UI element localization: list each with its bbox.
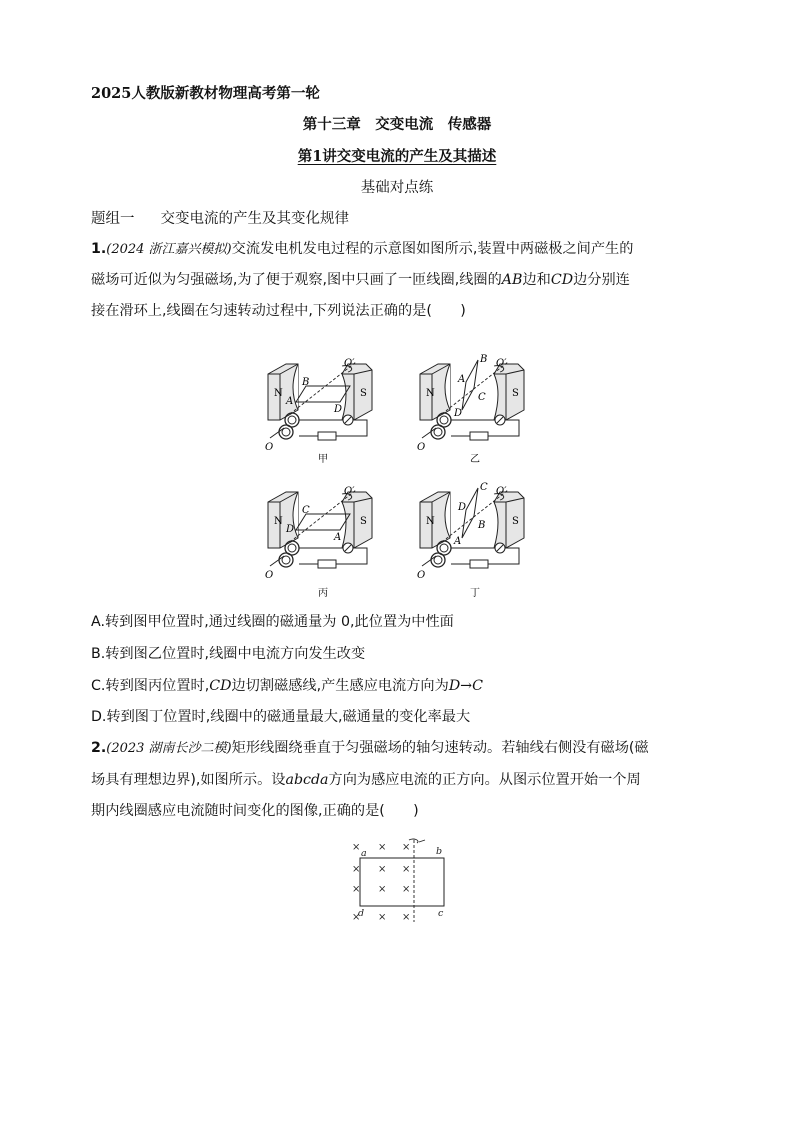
label-n: N (426, 388, 435, 399)
q1-var-cd: CD (550, 272, 574, 288)
caption-jia: 甲 (318, 454, 328, 465)
label-o-prime: O′ (496, 486, 507, 497)
q1-line-2 (91, 269, 630, 289)
label-a: a (361, 848, 367, 859)
label-d: D (286, 524, 295, 535)
label-o-prime: O′ (344, 486, 355, 497)
label-s: S (512, 516, 519, 527)
q1-text-2c: 边分别连 (573, 272, 630, 288)
series-title: 2025人教版新教材物理高考第一轮 (91, 85, 320, 102)
q1-option-c-var: CD (209, 678, 232, 694)
field-mark: × (402, 912, 411, 923)
field-mark: × (402, 884, 411, 895)
field-mark: × (378, 912, 387, 923)
diagram-bing (265, 486, 372, 599)
field-mark: × (378, 864, 387, 875)
q2-number: 2. (91, 740, 107, 756)
field-mark: × (352, 912, 361, 923)
field-mark: × (352, 884, 361, 895)
diagram-jia (265, 358, 372, 465)
q1-option-c-mid: 边切割磁感线,产生感应电流方向为 (231, 678, 449, 694)
caption-yi: 乙 (470, 454, 480, 465)
field-mark: × (378, 842, 387, 853)
label-s: S (512, 388, 519, 399)
q2-line-1 (91, 737, 649, 757)
label-n: N (274, 516, 283, 527)
label-c: c (438, 908, 444, 919)
field-mark: × (402, 842, 411, 853)
q1-option-d: D.转到图丁位置时,线圈中的磁通量最大,磁通量的变化率最大 (91, 709, 471, 725)
q2-text-2b: 方向为感应电流的正方向。从图示位置开始一个周 (328, 772, 641, 788)
label-s: S (360, 516, 367, 527)
q1-text-2: 磁场可近似为匀强磁场,为了便于观察,图中只画了一匝线圈,线圈的 (91, 272, 502, 288)
label-c: C (480, 482, 488, 493)
q1-option-a: A.转到图甲位置时,通过线圈的磁通量为 0,此位置为中性面 (91, 614, 454, 630)
label-d: D (334, 404, 343, 415)
label-o: O (265, 442, 274, 453)
q1-option-c-pre: C.转到图丙位置时, (91, 678, 210, 694)
label-o-prime: O′ (496, 358, 507, 369)
field-mark: × (378, 884, 387, 895)
caption-ding: 丁 (470, 588, 480, 599)
q1-number: 1. (91, 241, 107, 257)
label-a: A (458, 374, 466, 385)
q2-line-3: 期内线圈感应电流随时间变化的图像,正确的是( ) (91, 803, 419, 819)
label-b: B (302, 377, 310, 388)
q2-text-1: 矩形线圈绕垂直于匀强磁场的轴匀速转动。若轴线右侧没有磁场(磁 (231, 740, 649, 756)
label-a: A (454, 536, 462, 547)
field-mark: × (352, 864, 361, 875)
label-o: O (417, 442, 426, 453)
diagram-ding (417, 482, 524, 599)
group-heading (91, 207, 349, 228)
q1-var-ab: AB (501, 272, 523, 288)
q1-line-1 (91, 238, 633, 258)
group-label: 题组一 (91, 211, 135, 227)
practice-heading: 基础对点练 (360, 180, 434, 196)
diagram-yi (417, 354, 524, 465)
q1-option-c (91, 675, 483, 695)
label-d: D (454, 408, 463, 419)
field-mark: × (402, 864, 411, 875)
q1-option-b: B.转到图乙位置时,线圈中电流方向发生改变 (91, 646, 366, 662)
q1-figure (262, 352, 534, 602)
label-b: b (436, 846, 443, 857)
label-n: N (274, 388, 283, 399)
chapter-title: 第十三章 交变电流 传感器 (302, 116, 492, 133)
q2-line-2 (91, 769, 641, 789)
q1-text-1: 交流发电机发电过程的示意图如图所示,装置中两磁极之间产生的 (231, 241, 634, 257)
q2-var-abcda: abcda (285, 772, 329, 788)
q1-text-2b: 边和 (522, 272, 551, 288)
lecture-title-text: 第1讲交变电流的产生及其描述 (297, 148, 497, 165)
label-o: O (265, 570, 274, 581)
lecture-title (0, 145, 794, 166)
q1-source: (2024 浙江嘉兴模拟) (106, 242, 232, 257)
label-s: S (360, 388, 367, 399)
field-mark: × (352, 842, 361, 853)
label-a: A (286, 396, 294, 407)
q2-figure (346, 830, 456, 925)
label-n: N (426, 516, 435, 527)
group-title: 交变电流的产生及其变化规律 (160, 211, 349, 227)
label-d: D (458, 502, 467, 513)
q2-text-2: 场具有理想边界),如图所示。设 (91, 772, 286, 788)
label-o: O (417, 570, 426, 581)
q2-source: (2023 湖南长沙二模) (106, 741, 232, 756)
label-c: C (478, 392, 486, 403)
label-c: C (302, 505, 310, 516)
caption-bing: 丙 (318, 588, 328, 599)
label-o-prime: O′ (344, 358, 355, 369)
label-b: B (480, 354, 488, 365)
label-b: B (478, 520, 486, 531)
q1-line-3: 接在滑环上,线圈在匀速转动过程中,下列说法正确的是( ) (91, 303, 466, 319)
q1-option-c-dir: D→C (448, 678, 483, 694)
label-a: A (334, 532, 342, 543)
label-d: d (358, 908, 365, 919)
